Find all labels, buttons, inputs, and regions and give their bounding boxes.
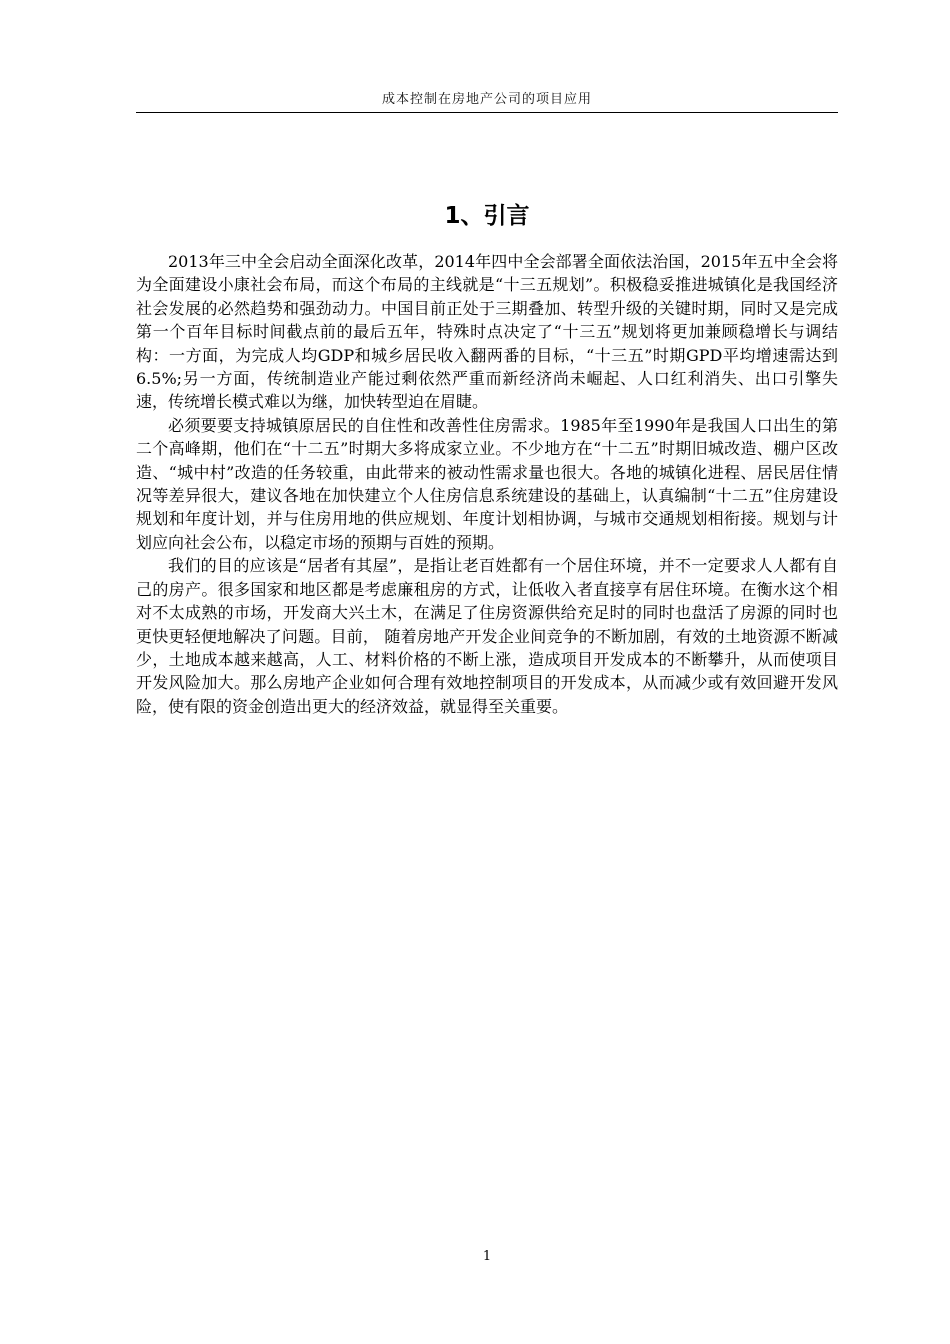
paragraph-1: 2013年三中全会启动全面深化改革，2014年四中全会部署全面依法治国，2015年五中全会将为全面建设小康社会布局，而这个布局的主线就是“十三五规划”。积极稳妥推进城镇化是我国经济社会发展的必然趋势和强劲动力。中国目前正处于三期叠加、转型升级的关键时期，同时又是完成第一个百年目标时间截点前的最后五年，特殊时点决定了“十三五”规划将更加兼顾稳增长与调结构：一方面，为完成人均GDP和城乡居民收入翻两番的目标，“十三五”时期GPD平均增速需达到6.5%;另一方面，传统制造业产能过剩依然严重而新经济尚未崛起、人口红利消失、出口引擎失速，传统增长模式难以为继，加快转型迫在眉睫。 bbox=[136, 252, 838, 412]
page-number: 1 bbox=[482, 1249, 492, 1264]
section-title: 1、引言 bbox=[444, 203, 530, 229]
paragraph-2: 必须要要支持城镇原居民的自住性和改善性住房需求。1985年至1990年是我国人口出生的第二个高峰期，他们在“十二五”时期大多将成家立业。不少地方在“十二五”时期旧城改造、棚户区改造、“城中村”改造的任务较重，由此带来的被动性需求量也很大。各地的城镇化进程、居民居住情况等差异很大，建议各地在加快建立个人住房信息系统建设的基础上，认真编制“十二五”住房建设规划和年度计划，并与住房用地的供应规划、年度计划相协调，与城市交通规划相衔接。规划与计划应向社会公布，以稳定市场的预期与百姓的预期。 bbox=[136, 415, 838, 552]
running-header-title: 成本控制在房地产公司的项目应用 bbox=[381, 92, 592, 107]
body-text bbox=[136, 250, 838, 718]
header-divider bbox=[136, 112, 838, 113]
paragraph-3: 我们的目的应该是“居者有其屋”，是指让老百姓都有一个居住环境，并不一定要求人人都有自己的房产。很多国家和地区都是考虑廉租房的方式，让低收入者直接享有居住环境。在衡水这个相对不太成熟的市场，开发商大兴土木，在满足了住房资源供给充足时的同时也盘活了房源的同时也更快更轻便地解决了问题。目前， 随着房地产开发企业间竞争的不断加剧，有效的土地资源不断减少，土地成本越来越高，人工、材料价格的不断上涨，造成项目开发成本的不断攀升，从而使项目开发风险加大。那么房地产企业如何合理有效地控制项目的开发成本，从而减少或有效回避开发风险，使有限的资金创造出更大的经济效益，就显得至关重要。 bbox=[136, 556, 838, 716]
